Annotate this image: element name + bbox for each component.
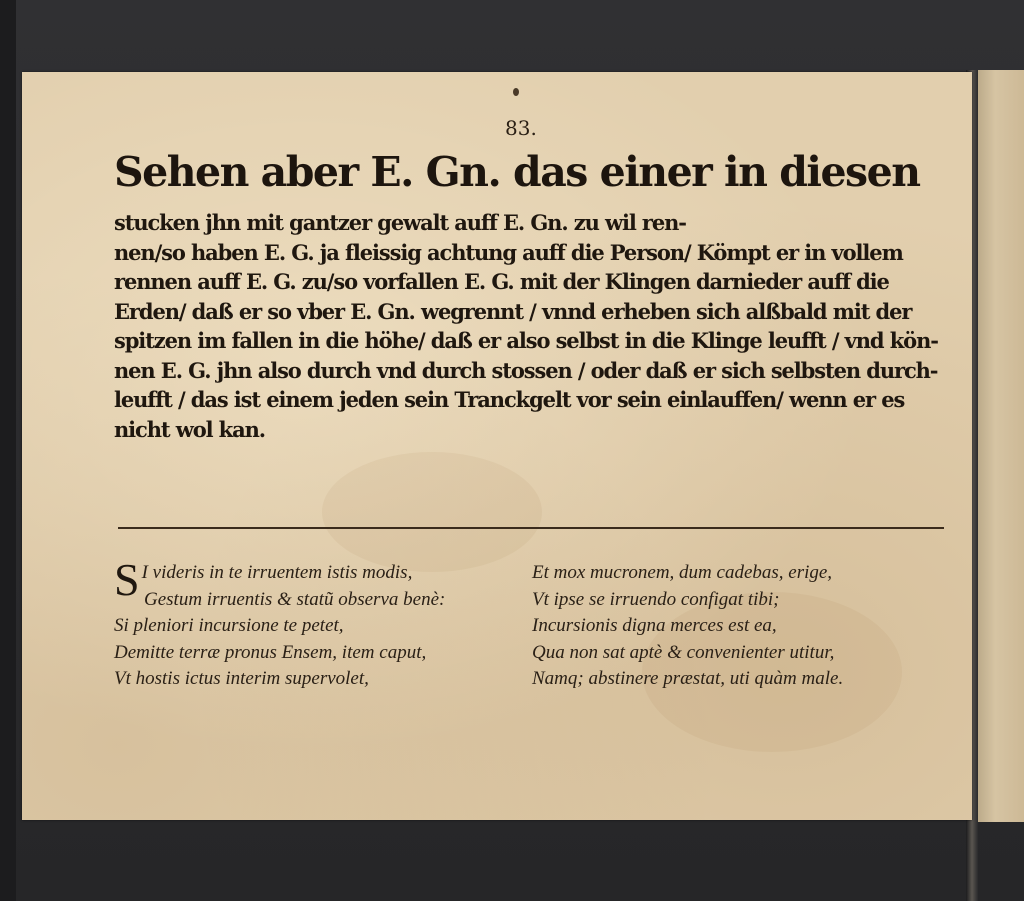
page-heading: Sehen aber E. Gn. das einer in diesen — [114, 148, 920, 196]
body-line: nen/so haben E. G. ja fleissig achtung auff die Person/ Kömpt er in vollem — [114, 239, 903, 265]
verse-line: Demitte terræ pronus Ensem, item caput, — [114, 641, 427, 663]
verse-line: Namq; abstinere præstat, uti quàm male. — [532, 668, 844, 689]
verse-line: Qua non sat aptè & convenienter utitur, — [532, 641, 835, 663]
body-paragraph — [114, 208, 954, 444]
verse-line: Vt hostis ictus interim supervolet, — [114, 668, 369, 689]
drop-cap: S — [114, 554, 140, 605]
verse-line-text: I videris in te irruentem istis modis, — [141, 562, 413, 583]
page-number: 83. — [505, 116, 537, 140]
verse-line: Si pleniori incursione te petet, — [114, 615, 344, 636]
verse-line: Vt ipse se irruendo configat tibi; — [532, 588, 780, 610]
body-line: nen E. G. jhn also durch vnd durch stossen / oder daß er sich selbsten durch- — [114, 357, 938, 383]
body-line: stucken jhn mit gantzer gewalt auff E. Gn. zu wil ren- — [114, 210, 686, 235]
body-line: rennen auff E. G. zu/so vorfallen E. G. mit der Klingen darnieder auff die — [114, 269, 889, 294]
ink-mark — [513, 88, 519, 96]
body-line: Erden/ daß er so vber E. Gn. wegrennt / vnnd erheben sich alßbald mit der — [114, 298, 912, 324]
verse-line: Et mox mucronem, dum cadebas, erige, — [532, 562, 833, 583]
paper-stain — [322, 452, 542, 572]
next-page-edge — [976, 70, 1024, 822]
body-line: spitzen im fallen in die höhe/ daß er also selbst in die Klinge leufft / vnd kön- — [114, 328, 938, 353]
verse-left-column — [114, 554, 514, 693]
body-line: leufft / das ist einem jeden sein Tranckgelt vor sein einlauffen/ wenn er es — [114, 387, 905, 412]
body-line: nicht wol kan. — [114, 416, 266, 442]
verse-line: Gestum irruentis & statũ observa benè: — [144, 588, 446, 610]
verse-right-column — [532, 560, 952, 693]
left-edge-shadow — [0, 0, 16, 901]
section-divider — [118, 527, 944, 529]
verse-line: Incursionis digna merces est ea, — [532, 615, 777, 636]
